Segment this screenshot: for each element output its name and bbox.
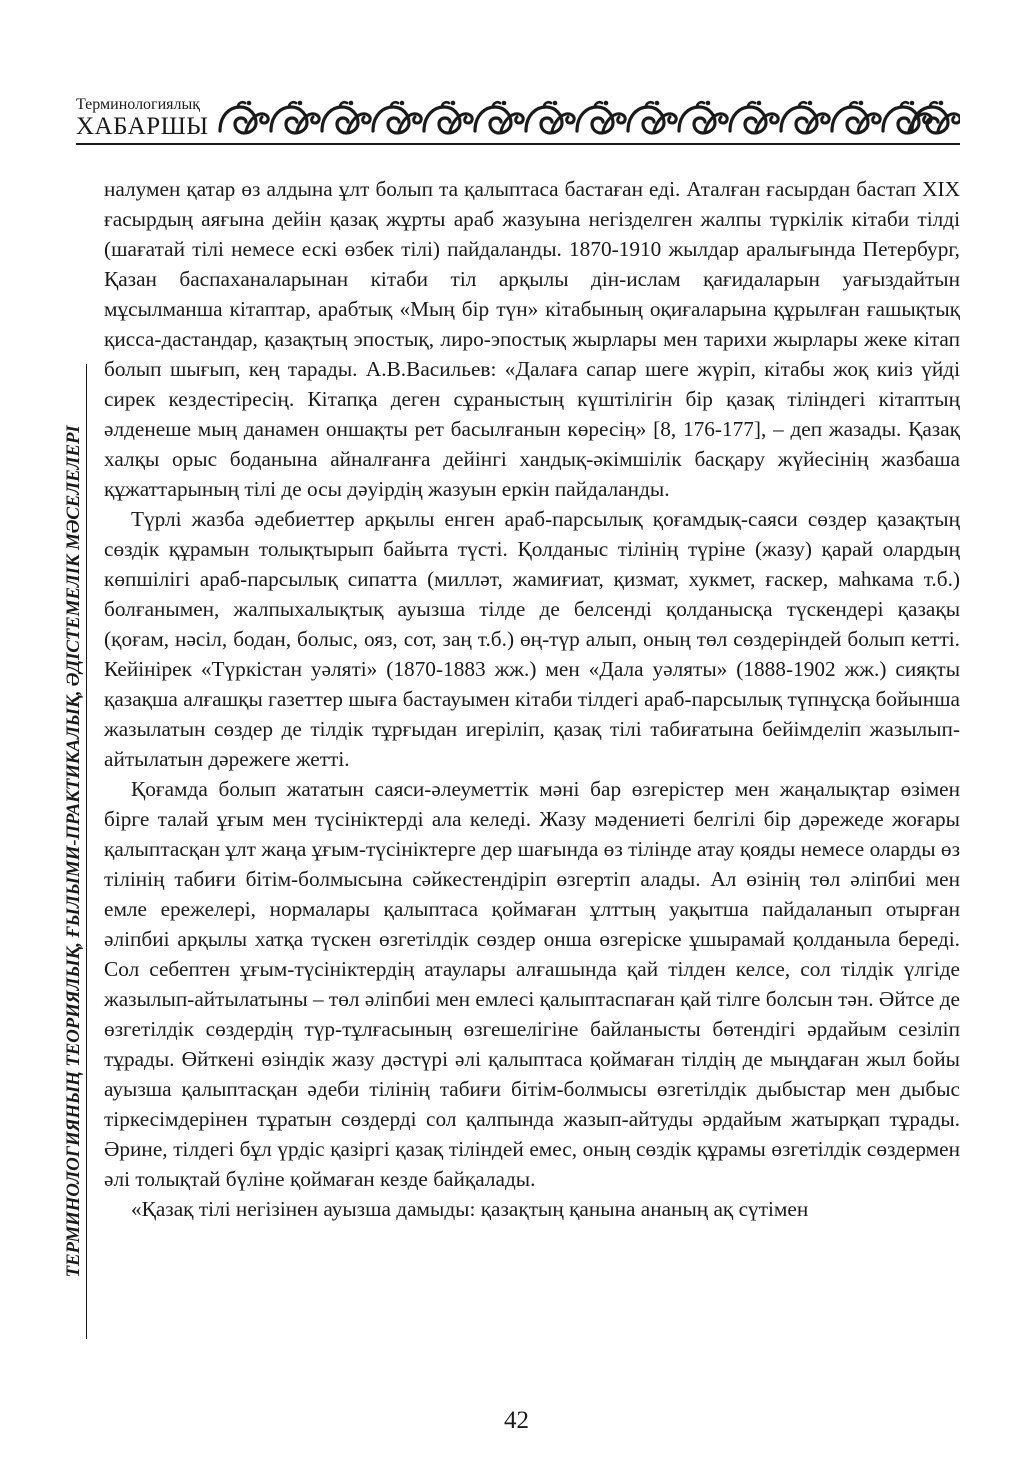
- paragraph: налумен қатар өз алдына ұлт болып та қалыптаса бастаған еді. Аталған ғасырдан бастап XIX ғасырдың аяғына дейін қазақ жұрты араб жазуына негізделген жалпы түркілік кітаби тілді (шағатай тілі немесе ескі өзбек тілі) пайдаланды. 1870-1910 жылдар аралығында Петербург, Қазан баспаханаларынан кітаби тіл арқылы дін-ислам қағидаларын уағыздайтын мұсылманша кітаптар, арабтық «Мың бір түн» кітабының оқиғаларына құрылған ғашықтық қисса-дастандар, қазақтың эпостық, лиро-эпостық жырлары мен тарихи жырлары жеке кітап болып шығып, кең тарады. А.В.Васильев: «Далаға сапар шеге жүріп, кітабы жоқ киіз үйді сирек кездестіресің. Кітапқа деген сұраныстың күштілігін бір қазақ тіліндегі кітаптың әлденеше мың данамен оншақты рет басылғанын көресің» [8, 176-177], – деп жазады. Қазақ халқы орыс боданына айналғанға дейінгі хандық-әкімшілік басқару жүйесінің жазбаша құжаттарының тілі де осы дәуірдің жазуын еркін пайдаланды.: [104, 177, 960, 501]
- paragraph: Түрлі жазба әдебиеттер арқылы енген араб-парсылық қоғамдық-саяси сөздер қазақтың сөздік құрамын толықтырып байыта түсті. Қолданыс тілінің түріне (жазу) қарай олардың көпшілігі араб-парсылық сипатта (миллəт, жамиғиат, қизмат, хукмет, ғаскер, маһкама т.б.) болғанымен, жалпыхалықтық ауызша тілде де белсенді қолданысқа түскендері қазақы (қоғам, нəсіл, бодан, болыс, ояз, сот, заң т.б.) өң-түр алып, оның төл сөздеріндей болып кетті. Кейінірек «Түркістан уəляті» (1870-1883 жж.) мен «Дала уəляты» (1888-1902 жж.) сияқты қазақша алғашқы газеттер шыға бастауымен кітаби тілдегі араб-парсылық түпнұсқа бойынша жазылатын сөздер де тілдік тұрғыдан игеріліп, қазақ тілі табиғатына бейімделіп жазылып-айтылатын дəрежеге жетті.: [104, 507, 960, 771]
- header-rule: [76, 143, 960, 145]
- page-number: 42: [504, 1407, 529, 1434]
- paragraph: «Қазақ тілі негізінен ауызша дамыды: қазақтың қанына ананың ақ сүтімен: [131, 1197, 809, 1221]
- side-section-title: ТЕРМИНОЛОГИЯНЫҢ ТЕОРИЯЛЫҚ, ҒЫЛЫМИ-ПРАКТИКАЛЫҚ, ӘДІСТЕМЕЛІК МӘСЕЛЕЛЕРІ: [62, 364, 87, 1339]
- journal-title-small: Терминологиялық: [76, 96, 201, 113]
- paragraph: Қоғамда болып жататын саяси-әлеуметтік мәні бар өзгерістер мен жаңалықтар өзімен бірге талай ұғым мен түсініктерді ала келеді. Жазу мәдениеті белгілі бір дәрежеде жоғары қалыптасқан ұлт жаңа ұғым-түсініктерге дер шағында өз тілінде атау қояды немесе оларды өз тілінің табиғи бітім-болмысына сәйкестендіріп өзгертіп алады. Ал өзінің төл әліпбиі мен емле ережелері, нормалары қалыптаса қоймаған ұлттың уақытша пайдаланып отырған әліпбиі арқылы хатқа түскен өзгетілдік сөздер онша өзгеріске ұшырамай қолданыла береді. Сол себептен ұғым-түсініктердің атаулары алғашында қай тілден келсе, сол тілдік үлгіде жазылып-айтылатыны – төл әліпбиі мен емлесі қалыптаспаған қай тілге болсын тән. Әйтсе де өзгетілдік сөздердің түр-тұлғасының өзгешелігіне байланысты бөтендігі әрдайым сезіліп тұрады. Өйткені өзіндік жазу дәстүрі әлі қалыптаса қоймаған тілдің де мыңдаған жыл бойы ауызша қалыптасқан әдеби тілінің табиғи бітім-болмысы өзгетілдік дыбыстар мен дыбыс тіркесімдерінен тұратын сөздерді сол қалпында жазып-айтуды әрдайым жатырқап тұрады. Әрине, тілдегі бұл үрдіс қазіргі қазақ тіліндей емес, оның сөздік құрамы өзгетілдік сөздермен әлі толықтай бүліне қоймаған кезде байқалады.: [104, 777, 960, 1191]
- article-body: [104, 174, 960, 1224]
- journal-title: ХАБАРШЫ: [76, 113, 209, 140]
- page-header: [76, 96, 960, 146]
- kazakh-ornament-icon: [216, 99, 960, 141]
